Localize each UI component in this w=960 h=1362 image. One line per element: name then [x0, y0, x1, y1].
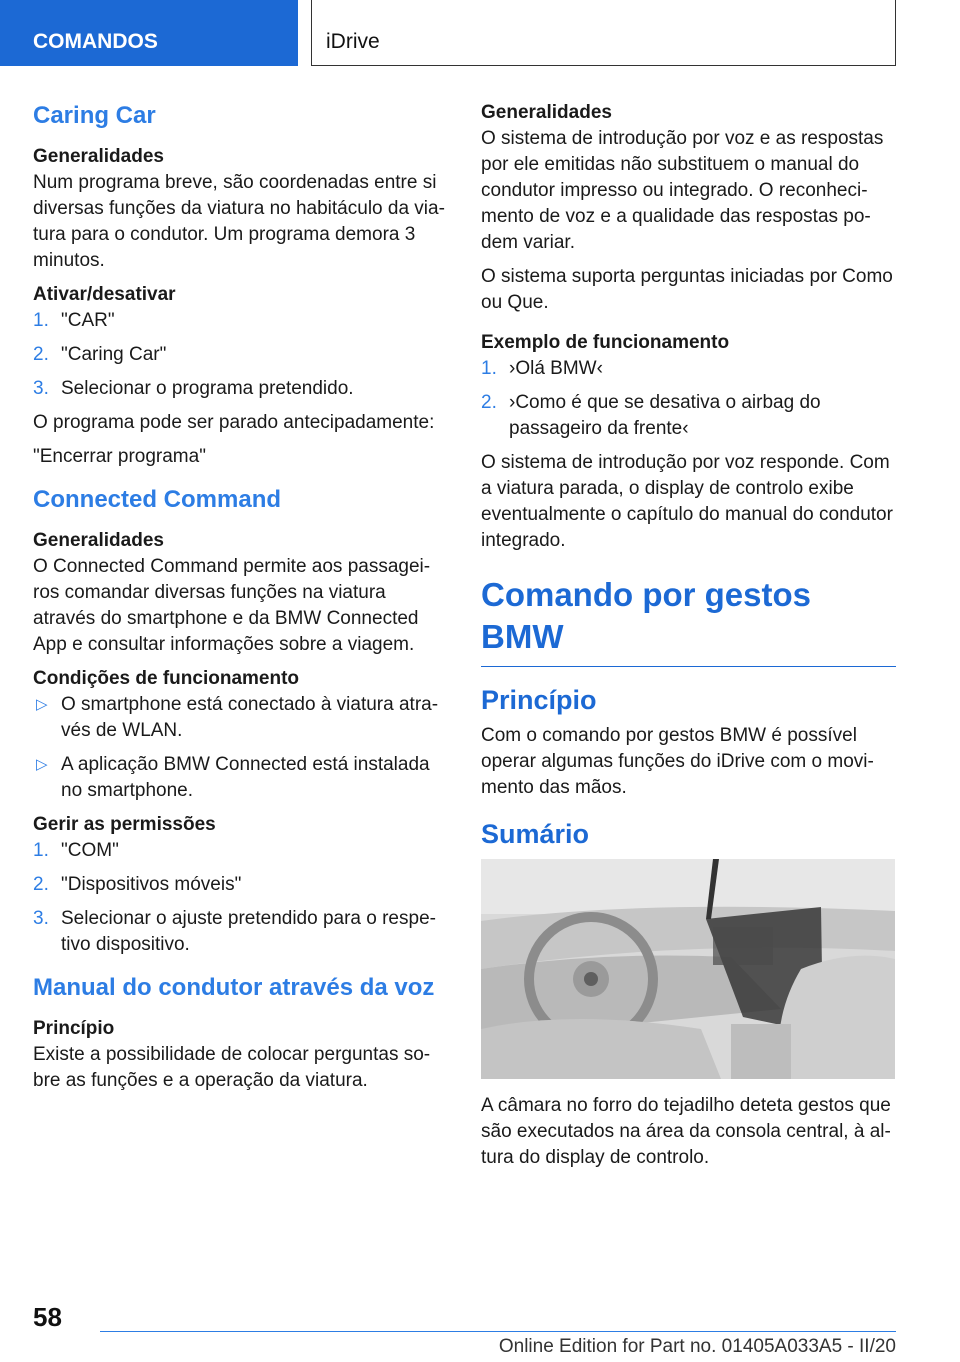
list-item: 1. ›Olá BMW‹: [481, 358, 603, 379]
list-item: 1. "COM": [33, 840, 119, 861]
voice-principle-heading: Princípio: [33, 1018, 115, 1039]
list-item: 2. ›Como é que se desativa o airbag do passageiro da frente‹: [481, 392, 821, 439]
connected-command-title: Connected Command: [33, 486, 282, 513]
figure-caption: A câmara no forro do tejadilho deteta gestos que são executados na área da consola central, à al-tura do display de controlo.: [481, 1095, 891, 1168]
triangle-bullet-icon: ▷: [36, 696, 48, 713]
example-heading: Exemplo de funcionamento: [481, 332, 730, 353]
caring-stop-text: O programa pode ser parado antecipadamente:: [33, 412, 435, 433]
caring-stop-command: "Encerrar programa": [33, 446, 206, 467]
voice-general-heading: Generalidades: [481, 102, 612, 123]
caring-car-title: Caring Car: [33, 102, 156, 129]
example-steps: [481, 356, 896, 442]
footer-divider: [100, 1331, 896, 1332]
gesture-principle-heading: Princípio: [481, 685, 597, 715]
connected-permissions-heading: Gerir as permissões: [33, 814, 216, 835]
list-item: 2. "Caring Car": [33, 344, 167, 365]
page-number: 58: [33, 1302, 62, 1332]
gesture-chapter-title: Comando por gestos BMW: [481, 574, 896, 667]
caring-general-heading: Generalidades: [33, 146, 164, 167]
example-response-text: O sistema de introdução por voz responde. Com a viatura parada, o display de controlo exibe eventualmente o capítulo do manual do condutor integrado.: [481, 452, 893, 551]
caring-general-text: Num programa breve, são coordenadas entre si diversas funções da viatura no habitáculo da via-tura para o condutor. Um programa demora 3 minutos.: [33, 172, 445, 271]
voice-general-text-1: O sistema de introdução por voz e as respostas por ele emitidas não substituem o manual do condutor impresso ou integrado. O reconheci-mento de voz e a qualidade das respostas po-dem variar.: [481, 128, 884, 253]
page-header: [0, 0, 960, 66]
caring-steps: [33, 308, 448, 402]
list-item: ▷ A aplicação BMW Connected está instalada no smartphone.: [36, 754, 430, 801]
summary-heading: Sumário: [481, 819, 590, 849]
right-column: [481, 100, 896, 1179]
voice-general-text-2: O sistema suporta perguntas iniciadas por Como ou Que.: [481, 266, 893, 313]
connected-steps: [33, 838, 448, 958]
caring-activate-heading: Ativar/desativar: [33, 284, 176, 305]
connected-conditions-heading: Condições de funcionamento: [33, 668, 300, 689]
voice-manual-title: Manual do condutor através da voz: [33, 974, 435, 1001]
section-label: iDrive: [311, 0, 896, 66]
list-item: 3. Selecionar o ajuste pretendido para o respe-tivo dispositivo.: [33, 908, 436, 955]
left-column: [33, 100, 448, 1102]
list-item: 3. Selecionar o programa pretendido.: [33, 378, 354, 399]
car-interior-gesture-image: [481, 859, 895, 1079]
list-item: 2. "Dispositivos móveis": [33, 874, 242, 895]
connected-general-heading: Generalidades: [33, 530, 164, 551]
gesture-principle-text: Com o comando por gestos BMW é possível operar algumas funções do iDrive com o movi-mento das mãos.: [481, 725, 874, 798]
list-item: 1. "CAR": [33, 310, 115, 331]
footer-edition: Online Edition for Part no. 01405A033A5 - II/20: [498, 1336, 896, 1357]
connected-general-text: O Connected Command permite aos passagei-ros comandar diversas funções na viatura através do smartphone e da BMW Connected App e consultar informações sobre a viagem.: [33, 556, 431, 655]
triangle-bullet-icon: ▷: [36, 756, 48, 773]
connected-conditions-list: [33, 692, 448, 804]
chapter-tab: COMANDOS: [0, 0, 298, 66]
list-item: ▷ O smartphone está conectado à viatura atra-vés de WLAN.: [36, 694, 439, 741]
voice-principle-text: Existe a possibilidade de colocar perguntas so-bre as funções e a operação da viatura.: [33, 1044, 431, 1091]
car-interior-illustration: [481, 859, 895, 1079]
